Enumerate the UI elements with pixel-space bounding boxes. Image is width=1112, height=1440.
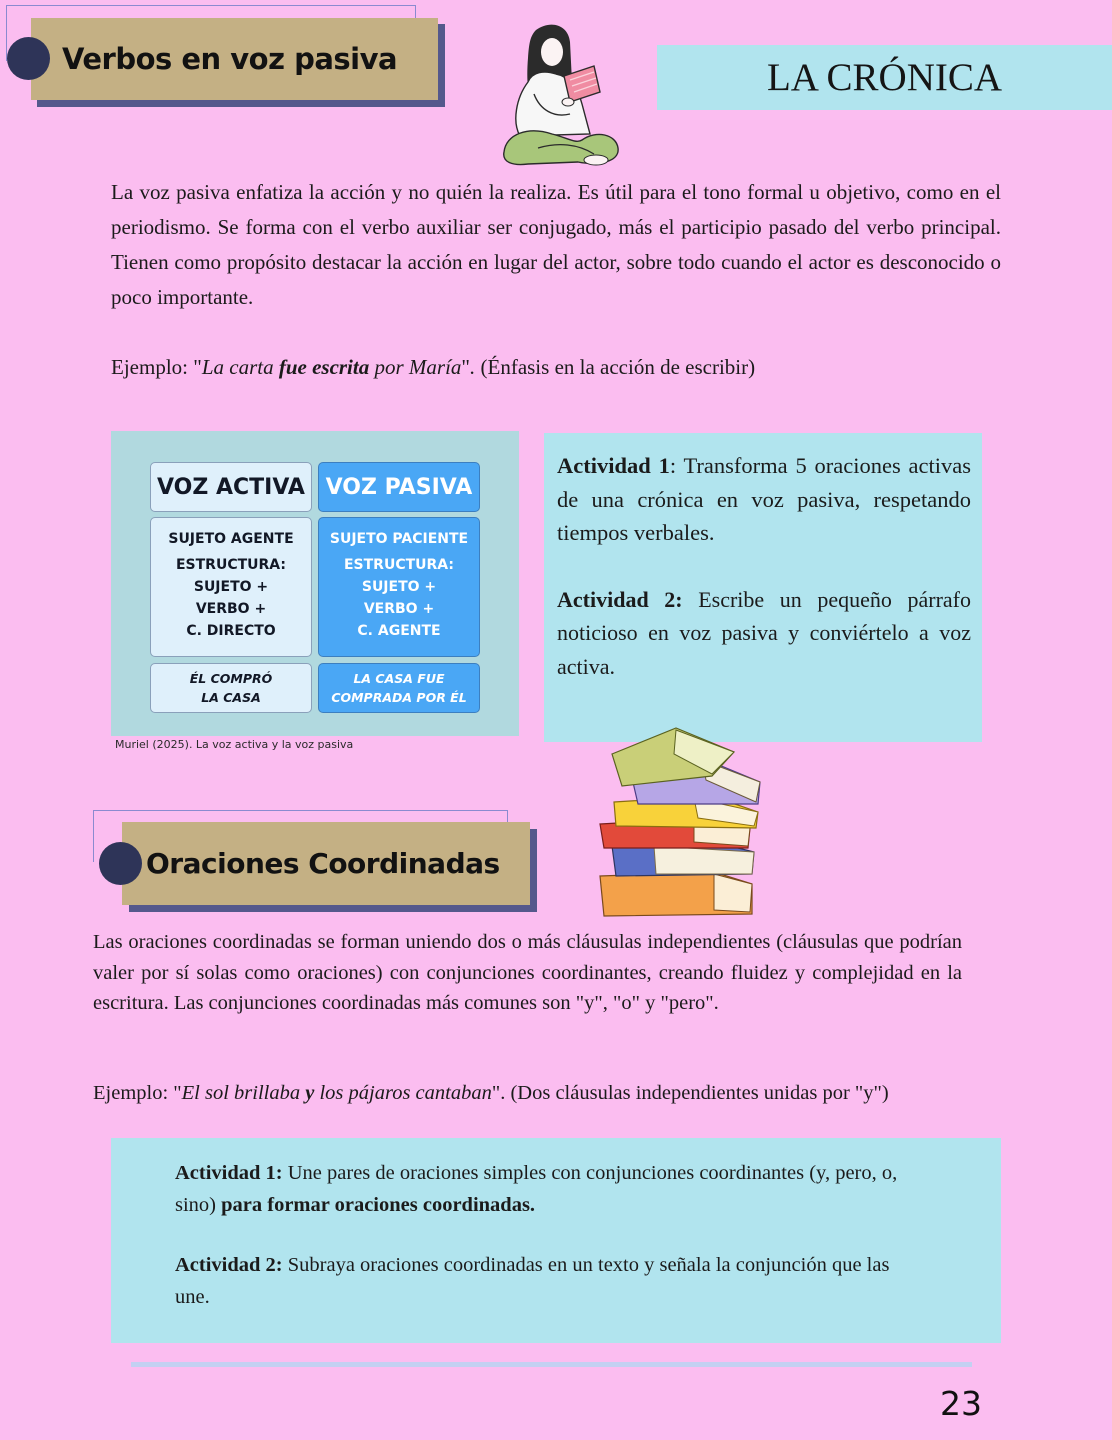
passive-example-line: COMPRADA POR ÉL bbox=[331, 690, 467, 705]
coord-example-bold: y bbox=[305, 1082, 315, 1104]
coord-activity-2 bbox=[175, 1250, 921, 1313]
example-bold: fue escrita bbox=[278, 355, 370, 379]
activity-2 bbox=[557, 583, 971, 684]
coordinate-clauses-description bbox=[93, 927, 962, 1019]
book-stack-illustration bbox=[594, 724, 766, 918]
example-suffix: (Énfasis en la acción de escribir) bbox=[475, 355, 756, 379]
coord-activity-2-label: Actividad 2: bbox=[175, 1254, 283, 1276]
page-number: 23 bbox=[940, 1384, 982, 1423]
passive-voice-description bbox=[111, 175, 1001, 315]
voice-comparison-diagram bbox=[111, 431, 519, 736]
reading-girl-illustration bbox=[498, 22, 624, 170]
section1-dot-icon bbox=[7, 37, 50, 80]
coord-example-part1: El sol brillaba bbox=[181, 1082, 306, 1104]
section2-header bbox=[122, 822, 530, 905]
section2-dot-icon bbox=[99, 842, 142, 885]
active-voice-example bbox=[150, 663, 312, 713]
diagram-caption: Muriel (2025). La voz activa y la voz pasiva bbox=[115, 738, 354, 751]
chronicle-title: LA CRÓNICA bbox=[766, 56, 1003, 99]
section2-title: Oraciones Coordinadas bbox=[146, 847, 500, 880]
active-structure-line: VERBO + bbox=[195, 601, 267, 617]
passive-structure-line: VERBO + bbox=[363, 601, 435, 617]
passive-structure-label: ESTRUCTURA: bbox=[343, 557, 454, 573]
active-example-line: ÉL COMPRÓ bbox=[189, 671, 273, 686]
passive-structure-line: C. AGENTE bbox=[357, 623, 441, 639]
chronicle-banner bbox=[657, 45, 1112, 110]
activity-1-text: : Transforma 5 oraciones activas de una crónica en voz pasiva, respetando tiempos verbales. bbox=[557, 453, 971, 545]
example-dot: . bbox=[470, 355, 476, 379]
coordinate-clauses-example bbox=[93, 1078, 962, 1109]
active-voice-structure bbox=[150, 517, 312, 657]
coord-example-suffix: ". (Dos cláusulas independientes unidas por "y") bbox=[491, 1082, 889, 1104]
active-subject: SUJETO AGENTE bbox=[168, 531, 294, 547]
activity-2-label: Actividad 2: bbox=[557, 586, 683, 612]
active-structure-line: C. DIRECTO bbox=[186, 623, 276, 639]
coord-activity-1-bold: para formar oraciones coordinadas. bbox=[221, 1193, 536, 1216]
activity-1-label: Actividad 1 bbox=[557, 453, 670, 478]
coord-activity-1-text: Une pares de oraciones simples con conjunciones coordinantes (y, pero, o, sino) bbox=[175, 1162, 898, 1216]
coord-activity-1-label: Actividad 1: bbox=[175, 1162, 283, 1184]
activity-1 bbox=[557, 449, 971, 550]
passive-subject: SUJETO PACIENTE bbox=[329, 531, 469, 547]
coordinate-clauses-paragraph: Las oraciones coordinadas se forman uniendo dos o más cláusulas independientes (cláusulas que podrían valer por sí solas como oraciones) con conjunciones coordinantes, creando fluidez y complejidad en la escritura. Las conjunciones coordinadas más comunes son "y", "o" y "pero". bbox=[93, 931, 962, 1014]
active-example-line: LA CASA bbox=[201, 690, 261, 705]
coord-example-prefix: Ejemplo: " bbox=[93, 1082, 182, 1104]
example-prefix: Ejemplo: " bbox=[111, 355, 202, 379]
coord-example-part2: los pájaros cantaban bbox=[314, 1082, 492, 1104]
example-part2: por María bbox=[369, 355, 462, 379]
passive-voice-structure bbox=[318, 517, 480, 657]
passive-voice-example bbox=[318, 663, 480, 713]
activity-2-text: Escribe un pequeño párrafo noticioso en voz pasiva y conviértelo a voz activa. bbox=[557, 586, 972, 679]
passive-voice-header-label: VOZ PASIVA bbox=[325, 474, 473, 500]
coord-activity-1 bbox=[175, 1158, 921, 1221]
passive-voice-header bbox=[318, 462, 480, 512]
passive-structure-line: SUJETO + bbox=[361, 579, 437, 595]
example-part1: La carta bbox=[201, 355, 279, 379]
section1-header bbox=[31, 18, 438, 100]
example-close-quote: " bbox=[461, 355, 470, 379]
activities-box-2 bbox=[111, 1138, 1001, 1343]
active-voice-header-label: VOZ ACTIVA bbox=[157, 474, 305, 500]
section1-title: Verbos en voz pasiva bbox=[62, 42, 398, 76]
passive-voice-example bbox=[111, 350, 1001, 385]
activities-box-1 bbox=[544, 433, 982, 742]
passive-voice-paragraph: La voz pasiva enfatiza la acción y no quién la realiza. Es útil para el tono formal u objetivo, como en el periodismo. Se forma con el verbo auxiliar ser conjugado, más el participio pasado del verbo principal. Tienen como propósito destacar la acción en lugar del actor, sobre todo cuando el actor es desconocido o poco importante. bbox=[111, 180, 1001, 309]
footer-divider bbox=[131, 1362, 972, 1367]
active-structure-label: ESTRUCTURA: bbox=[175, 557, 286, 573]
passive-example-line: LA CASA FUE bbox=[353, 671, 445, 686]
active-voice-header bbox=[150, 462, 312, 512]
coord-activity-2-text: Subraya oraciones coordinadas en un texto y señala la conjunción que las une. bbox=[175, 1254, 890, 1308]
active-structure-line: SUJETO + bbox=[193, 579, 269, 595]
